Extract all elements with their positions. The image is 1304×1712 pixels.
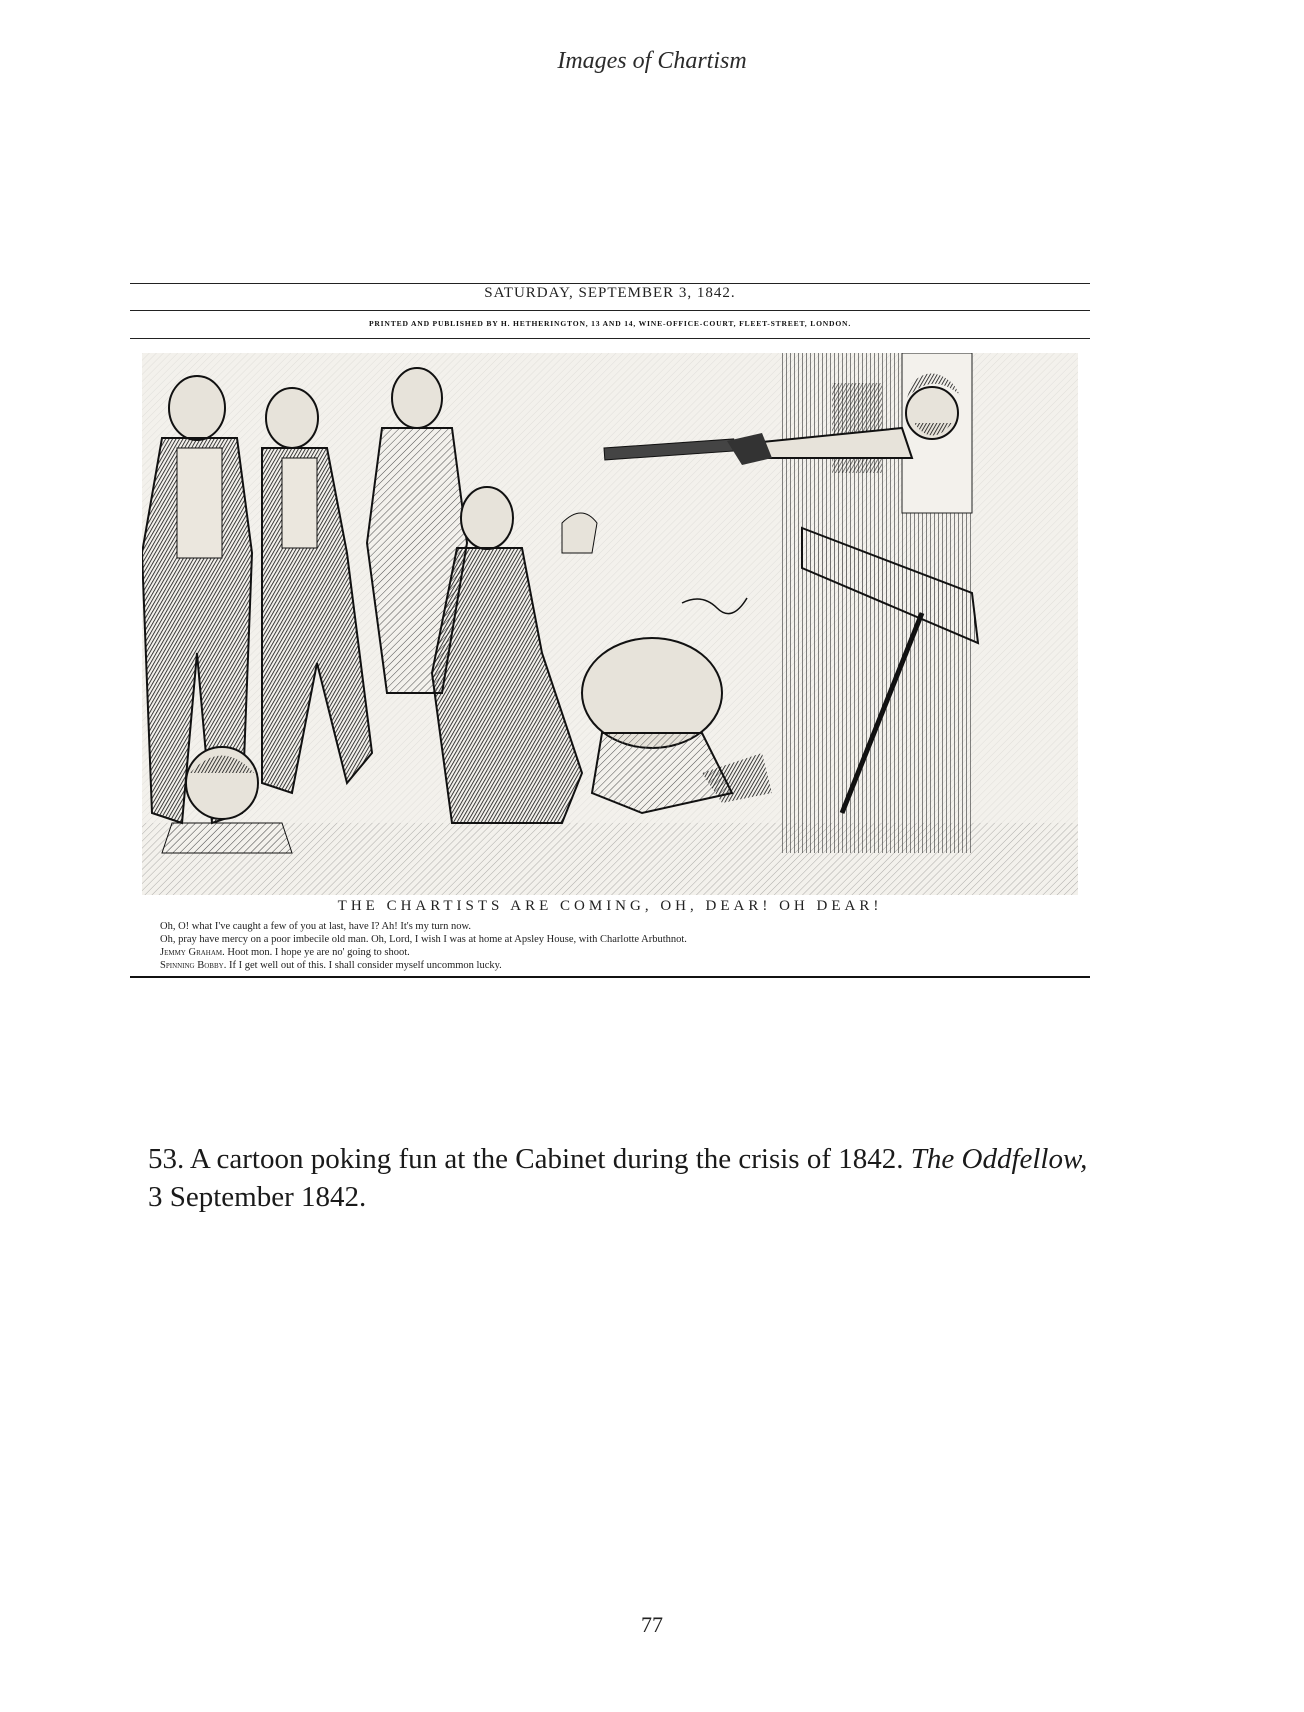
dialogue-block <box>160 920 1080 972</box>
running-header: Images of Chartism <box>557 48 747 74</box>
cartoon-engraving <box>142 353 1078 895</box>
dialogue-text: Oh, O! what I've caught a few of you at last, have I? Ah! It's my turn now. <box>160 921 472 932</box>
dialogue-text: Hoot mon. I hope ye are no' going to shoot. <box>227 947 410 958</box>
dialogue-text: Oh, pray have mercy on a poor imbecile old man. Oh, Lord, I wish I was at home at Apsley House, with Charlotte Arbuthnot. <box>160 934 687 945</box>
page-number: 77 <box>641 1612 663 1637</box>
dialogue-line <box>160 920 1080 933</box>
dateline-rule <box>130 310 1090 311</box>
dialogue-line <box>160 946 1080 959</box>
imprint-line: PRINTED AND PUBLISHED BY H. HETHERINGTON, 13 AND 14, WINE-OFFICE-COURT, FLEET-STREET, LONDON. <box>368 319 852 328</box>
dateline: SATURDAY, SEPTEMBER 3, 1842. <box>484 285 736 301</box>
barred-window <box>832 383 882 473</box>
dialogue-text: If I get well out of this. I shall consider myself uncommon lucky. <box>228 960 502 971</box>
figure-caption <box>148 1140 1108 1216</box>
dialogue-line <box>160 959 1080 972</box>
caption-number: 53. <box>148 1143 185 1175</box>
dialogue-speaker: Jemmy Graham. <box>160 947 225 958</box>
newspaper-clipping <box>130 283 1090 988</box>
cartoon-illustration <box>142 353 1078 895</box>
imprint-rule <box>130 338 1090 339</box>
top-rule <box>130 283 1090 284</box>
dialogue-speaker: Spinning Bobby. <box>160 960 227 971</box>
dialogue-line <box>160 933 1080 946</box>
caption-source-title: The Oddfellow, <box>910 1143 1088 1175</box>
bottom-rule <box>130 976 1090 978</box>
caption-text: A cartoon poking fun at the Cabinet during the crisis of 1842. <box>189 1143 904 1175</box>
cartoon-title: THE CHARTISTS ARE COMING, OH, DEAR! OH DEAR! <box>337 898 883 914</box>
caption-source-date: 3 September 1842. <box>148 1181 367 1213</box>
